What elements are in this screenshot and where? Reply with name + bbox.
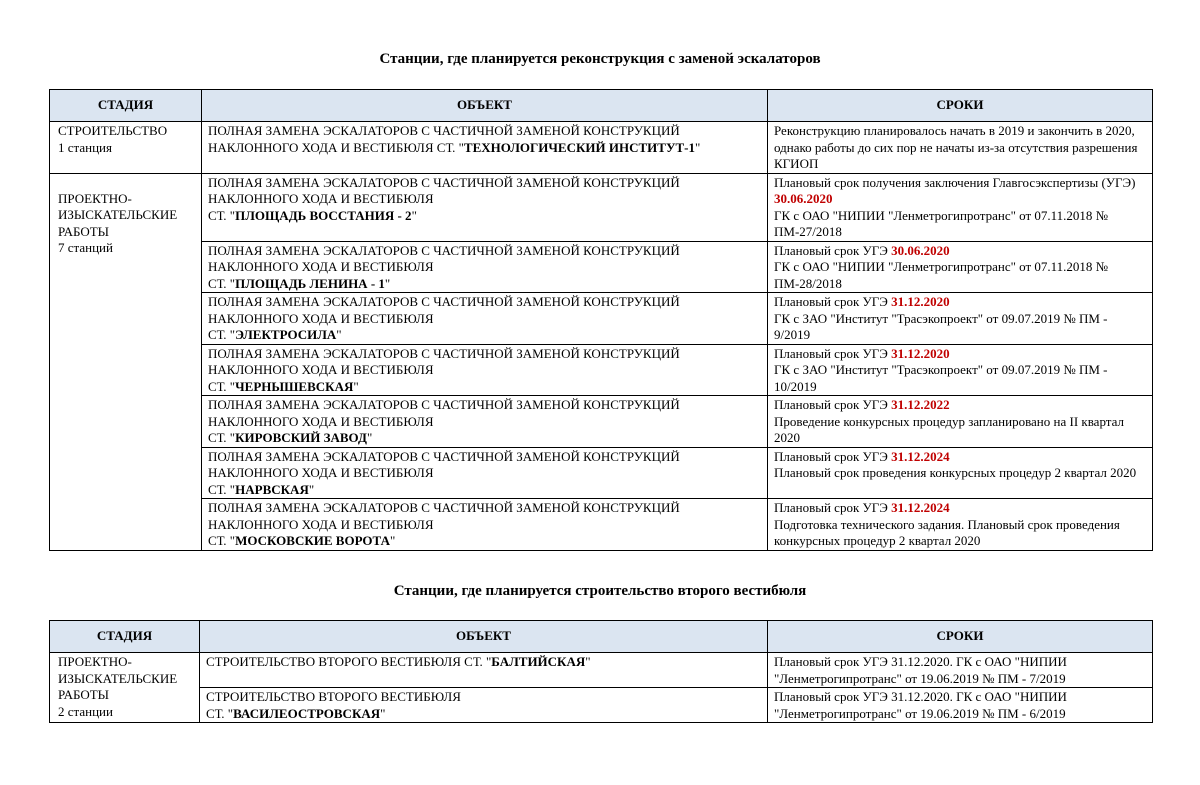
section2-title: Станции, где планируется строительство второго вестибюля <box>393 583 807 599</box>
station-name: ЧЕРНЫШЕВСКАЯ <box>235 378 354 394</box>
terms-cell: Плановый срок УГЭ 31.12.2020 ГК с ЗАО "Институт "Трасэкопроект" от 09.07.2019 № ПМ - 10/2019 <box>768 344 1153 396</box>
object-cell <box>202 122 768 174</box>
table-row <box>50 688 1153 723</box>
object-cell: ПОЛНАЯ ЗАМЕНА ЭСКАЛАТОРОВ С ЧАСТИЧНОЙ ЗАМЕНОЙ КОНСТРУКЦИЙ НАКЛОННОГО ХОДА И ВЕСТИБЮЛЯ СТ. "ЭЛЕКТРОСИЛА" <box>202 293 768 345</box>
station-name: МОСКОВСКИЕ ВОРОТА <box>235 533 390 548</box>
section1-title: Станции, где планируется реконструкция с заменой эскалаторов <box>379 51 821 67</box>
stage-cell <box>50 653 200 723</box>
terms-cell: Плановый срок УГЭ 31.12.2024 Подготовка технического задания. Плановый срок проведения конкурсных процедур 2 квартал 2020 <box>768 499 1153 551</box>
station-name: ТЕХНОЛОГИЧЕСКИЙ ИНСТИТУТ-1 <box>463 139 695 155</box>
table-row <box>50 344 1153 396</box>
table-row <box>50 653 1153 688</box>
header-terms: СРОКИ <box>768 621 1153 653</box>
object-cell: СТРОИТЕЛЬСТВО ВТОРОГО ВЕСТИБЮЛЯ СТ. "БАЛТИЙСКАЯ" <box>200 653 768 688</box>
terms-cell: Плановый срок УГЭ 30.06.2020 ГК с ОАО "НИПИИ "Ленметрогипротранс" от 07.11.2018 № ПМ-28/2018 <box>768 241 1153 293</box>
escalator-table <box>49 89 1153 551</box>
header-terms: СРОКИ <box>768 90 1153 122</box>
table-row <box>50 241 1153 293</box>
terms-cell: Плановый срок УГЭ 31.12.2024 Плановый срок проведения конкурсных процедур 2 квартал 2020 <box>768 447 1153 499</box>
stage-count: 7 станций <box>58 240 113 255</box>
terms-cell: Плановый срок получения заключения Главгосэкспертизы (УГЭ) 30.06.2020 ГК с ОАО "НИПИИ "Ленметрогипротранс" от 07.11.2018 № ПМ-27/2018 <box>768 173 1153 241</box>
stage-label: ИЗЫСКАТЕЛЬСКИЕ <box>58 207 178 222</box>
stage-label: ПРОЕКТНО- <box>58 190 132 206</box>
header-object: ОБЪЕКТ <box>200 621 768 653</box>
deadline-date: 30.06.2020 <box>891 242 950 258</box>
table-row <box>50 499 1153 551</box>
station-name: ВАСИЛЕОСТРОВСКАЯ <box>233 705 381 721</box>
object-cell: ПОЛНАЯ ЗАМЕНА ЭСКАЛАТОРОВ С ЧАСТИЧНОЙ ЗАМЕНОЙ КОНСТРУКЦИЙ НАКЛОННОГО ХОДА И ВЕСТИБЮЛЯ СТ. "НАРВСКАЯ" <box>202 447 768 499</box>
stage-label: РАБОТЫ <box>58 223 109 239</box>
header-object: ОБЪЕКТ <box>202 90 768 122</box>
stage-label: ИЗЫСКАТЕЛЬСКИЕ <box>58 670 178 686</box>
stage-cell <box>50 173 202 550</box>
table-row <box>50 396 1153 448</box>
object-text: ПОЛНАЯ ЗАМЕНА ЭСКАЛАТОРОВ С ЧАСТИЧНОЙ ЗАМЕНОЙ КОНСТРУКЦИЙ <box>208 123 680 138</box>
station-name: ПЛОЩАДЬ ВОССТАНИЯ - 2 <box>235 207 412 223</box>
header-stage: СТАДИЯ <box>50 90 202 122</box>
station-name: НАРВСКАЯ <box>235 481 309 497</box>
stage-count: 1 станция <box>58 139 112 155</box>
table-row <box>50 173 1153 241</box>
stage-label: СТРОИТЕЛЬСТВО <box>58 123 168 138</box>
station-name: БАЛТИЙСКАЯ <box>491 654 586 669</box>
station-name: ЭЛЕКТРОСИЛА <box>235 327 337 342</box>
object-cell: ПОЛНАЯ ЗАМЕНА ЭСКАЛАТОРОВ С ЧАСТИЧНОЙ ЗАМЕНОЙ КОНСТРУКЦИЙ НАКЛОННОГО ХОДА И ВЕСТИБЮЛЯ СТ. "ПЛОЩАДЬ ЛЕНИНА - 1" <box>202 241 768 293</box>
terms-cell: Плановый срок УГЭ 31.12.2020 ГК с ЗАО "Институт "Трасэкопроект" от 09.07.2019 № ПМ - 9/2019 <box>768 293 1153 345</box>
object-cell: ПОЛНАЯ ЗАМЕНА ЭСКАЛАТОРОВ С ЧАСТИЧНОЙ ЗАМЕНОЙ КОНСТРУКЦИЙ НАКЛОННОГО ХОДА И ВЕСТИБЮЛЯ СТ. "ЧЕРНЫШЕВСКАЯ" <box>202 344 768 396</box>
object-cell: ПОЛНАЯ ЗАМЕНА ЭСКАЛАТОРОВ С ЧАСТИЧНОЙ ЗАМЕНОЙ КОНСТРУКЦИЙ НАКЛОННОГО ХОДА И ВЕСТИБЮЛЯ СТ. "ПЛОЩАДЬ ВОССТАНИЯ - 2" <box>202 173 768 241</box>
stage-label: РАБОТЫ <box>58 687 109 702</box>
vestibule-table <box>49 620 1153 723</box>
deadline-date: 30.06.2020 <box>774 191 833 206</box>
table-row <box>50 447 1153 499</box>
deadline-date: 31.12.2020 <box>891 345 950 361</box>
deadline-date: 31.12.2022 <box>891 397 950 412</box>
table-row <box>50 293 1153 345</box>
terms-cell: Плановый срок УГЭ 31.12.2022 Проведение конкурсных процедур запланировано на II квартал 2020 <box>768 396 1153 448</box>
station-name: КИРОВСКИЙ ЗАВОД <box>235 430 367 445</box>
terms-cell: Плановый срок УГЭ 31.12.2020. ГК с ОАО "НИПИИ "Ленметрогипротранс" от 19.06.2019 № ПМ - 6/2019 <box>768 688 1153 723</box>
table-header-row <box>50 621 1153 653</box>
stage-count: 2 станции <box>58 703 113 719</box>
terms-cell: Реконструкцию планировалось начать в 2019 и закончить в 2020, однако работы до сих пор не начаты из-за отсутствия разрешения КГИОП <box>768 122 1153 174</box>
object-cell: ПОЛНАЯ ЗАМЕНА ЭСКАЛАТОРОВ С ЧАСТИЧНОЙ ЗАМЕНОЙ КОНСТРУКЦИЙ НАКЛОННОГО ХОДА И ВЕСТИБЮЛЯ СТ. "КИРОВСКИЙ ЗАВОД" <box>202 396 768 448</box>
object-cell: ПОЛНАЯ ЗАМЕНА ЭСКАЛАТОРОВ С ЧАСТИЧНОЙ ЗАМЕНОЙ КОНСТРУКЦИЙ НАКЛОННОГО ХОДА И ВЕСТИБЮЛЯ СТ. "МОСКОВСКИЕ ВОРОТА" <box>202 499 768 551</box>
table-header-row <box>50 90 1153 122</box>
object-text: НАКЛОННОГО ХОДА И ВЕСТИБЮЛЯ СТ. "ТЕХНОЛОГИЧЕСКИЙ ИНСТИТУТ-1" <box>208 139 701 155</box>
deadline-date: 31.12.2024 <box>891 500 950 515</box>
deadline-date: 31.12.2024 <box>891 448 950 464</box>
deadline-date: 31.12.2020 <box>891 294 950 309</box>
terms-cell: Плановый срок УГЭ 31.12.2020. ГК с ОАО "НИПИИ "Ленметрогипротранс" от 19.06.2019 № ПМ - 7/2019 <box>768 653 1153 688</box>
stage-label: ПРОЕКТНО- <box>58 654 132 669</box>
table-row <box>50 122 1153 174</box>
stage-cell <box>50 122 202 174</box>
station-name: ПЛОЩАДЬ ЛЕНИНА - 1 <box>235 275 385 291</box>
object-cell: СТРОИТЕЛЬСТВО ВТОРОГО ВЕСТИБЮЛЯ СТ. "ВАСИЛЕОСТРОВСКАЯ" <box>200 688 768 723</box>
header-stage: СТАДИЯ <box>50 621 200 653</box>
